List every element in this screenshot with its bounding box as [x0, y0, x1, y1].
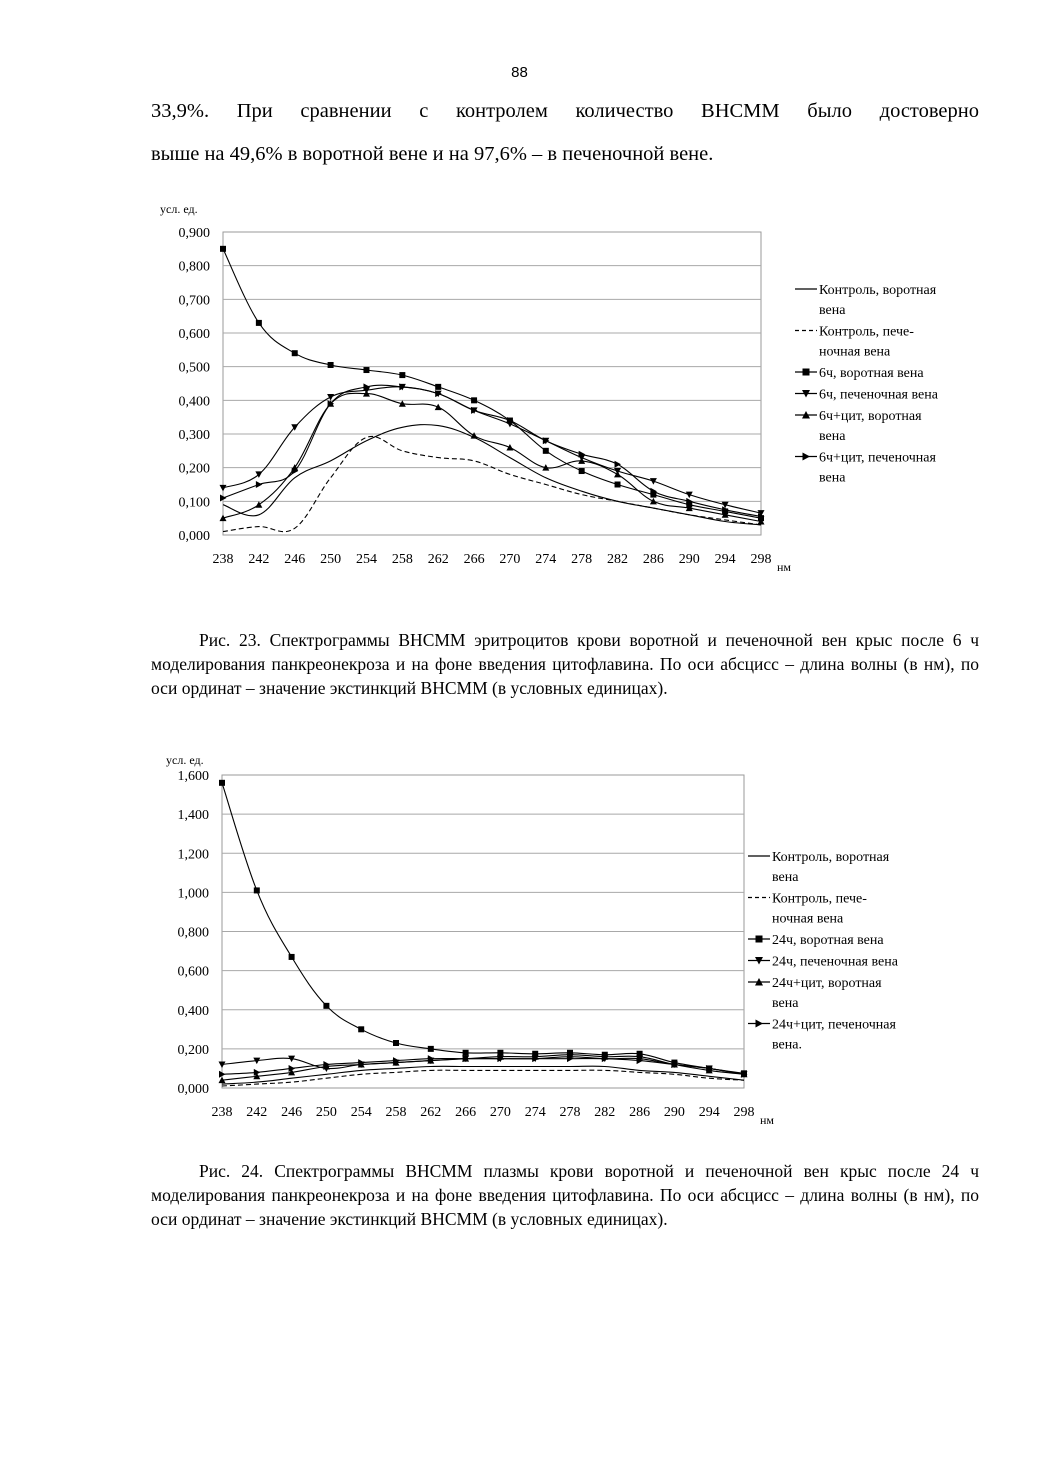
x-tick-label: 282: [607, 552, 629, 567]
figure-24-caption: [151, 1159, 979, 1231]
y-tick-label: 0,400: [178, 394, 210, 410]
figure-24-caption-text: Рис. 24. Спектрограммы ВНСММ плазмы крови воротной и печеночной вен крыс после 24 ч моделирования панкреонекроза и на фоне введения цитофлавина. По оси абсцисс – длина волны (в нм), по оси ординат – значение экстинкций ВНСММ (в условных единицах).: [151, 1161, 979, 1229]
data-point: [615, 482, 621, 488]
data-point: [220, 246, 226, 252]
x-tick-label: 298: [733, 1105, 755, 1120]
x-tick-label: 262: [427, 552, 449, 567]
legend-label: Контроль, воротная: [819, 283, 937, 298]
legend-entry: [748, 955, 899, 970]
legend-label: вена: [772, 996, 799, 1011]
x-tick-label: 270: [489, 1105, 511, 1120]
x-tick-label: 250: [315, 1105, 337, 1120]
page-number: 88: [511, 64, 528, 81]
legend-swatch-marker: [756, 936, 763, 943]
legend-entry: [795, 451, 936, 486]
x-tick-label: 246: [281, 1105, 303, 1120]
legend-label: вена: [819, 429, 846, 444]
x-tick-label: 290: [678, 552, 700, 567]
figure-23-caption: [151, 628, 979, 700]
legend-label: вена.: [772, 1037, 802, 1053]
y-tick-label: 0,100: [178, 495, 210, 511]
legend-swatch-marker: [756, 1020, 764, 1028]
y-tick-label: 0,200: [177, 1042, 209, 1058]
x-tick-label: 242: [248, 552, 270, 567]
x-tick-label: 246: [284, 552, 306, 567]
data-point: [463, 1050, 469, 1056]
data-point: [428, 1046, 434, 1052]
figure-23-caption-text: Рис. 23. Спектрограммы ВНСММ эритроцитов крови воротной и печеночной вен крыс после 6 ч моделирования панкреонекроза и на фоне введения цитофлавина. По оси абсцисс – длина волны (в нм), по оси ординат – значение экстинкций ВНСММ (в условных единицах).: [151, 630, 979, 698]
legend-entry: [795, 388, 939, 403]
legend-label: 6ч, печеночная вена: [819, 387, 938, 403]
x-tick-label: 258: [385, 1105, 407, 1120]
legend-label: Контроль, воротная: [772, 850, 890, 865]
data-point: [393, 1040, 399, 1046]
data-point: [358, 1026, 364, 1032]
y-tick-label: 0,400: [177, 1003, 209, 1019]
data-point: [471, 397, 477, 403]
y-tick-label: 0,800: [177, 925, 209, 941]
legend-label: 6ч, воротная вена: [819, 366, 924, 381]
y-axis-label: усл. ед.: [160, 202, 198, 216]
legend-label: 24ч+цит, воротная: [772, 976, 882, 991]
x-tick-label: 266: [463, 552, 485, 567]
paragraph-line-2: выше на 49,6% в воротной вене и на 97,6% – в печеночной вене.: [151, 143, 714, 165]
data-point: [543, 448, 549, 454]
legend-entry: [795, 366, 924, 381]
legend-swatch-marker: [803, 453, 811, 461]
x-tick-label: 266: [455, 1105, 477, 1120]
y-tick-label: 1,000: [177, 886, 209, 902]
legend-entry: [748, 892, 867, 927]
figure-23-chart: [150, 195, 980, 585]
y-tick-label: 0,800: [178, 259, 210, 275]
legend-swatch-marker: [803, 369, 810, 376]
data-point: [435, 384, 441, 390]
x-tick-label: 254: [355, 552, 377, 567]
figure-24-chart: [150, 745, 980, 1135]
legend-entry: [748, 1018, 896, 1053]
data-point: [323, 1003, 329, 1009]
x-tick-label: 290: [663, 1105, 685, 1120]
x-tick-label: 242: [246, 1105, 268, 1120]
legend-entry: [795, 283, 937, 318]
y-tick-label: 1,400: [177, 808, 209, 824]
data-point: [256, 320, 262, 326]
x-tick-label: 270: [499, 552, 521, 567]
legend-entry: [748, 850, 890, 885]
x-tick-label: 278: [559, 1105, 581, 1120]
y-tick-label: 0,700: [178, 293, 210, 309]
legend-label: вена: [819, 303, 846, 318]
legend-entry: [795, 409, 922, 444]
legend-label: 24ч+цит, печеночная: [772, 1017, 896, 1033]
data-point: [292, 350, 298, 356]
data-point: [579, 468, 585, 474]
x-tick-label: 286: [642, 552, 664, 567]
legend-label: 24ч, печеночная вена: [772, 954, 898, 970]
data-point: [363, 367, 369, 373]
legend-label: 6ч+цит, печеночная: [819, 450, 936, 466]
y-tick-label: 0,500: [178, 360, 210, 376]
x-tick-label: 274: [524, 1105, 546, 1120]
y-tick-label: 0,200: [178, 461, 210, 477]
y-axis-label: усл. ед.: [166, 753, 204, 767]
x-tick-label: 274: [535, 552, 557, 567]
legend-label: 6ч+цит, воротная: [819, 409, 922, 424]
x-tick-label: 254: [350, 1105, 372, 1120]
x-tick-label: 294: [698, 1105, 720, 1120]
legend-label: вена: [819, 470, 846, 486]
legend-label: Контроль, пече-: [772, 891, 867, 907]
legend-label: ночная вена: [819, 344, 891, 360]
x-tick-label: 278: [571, 552, 593, 567]
x-tick-label: 282: [594, 1105, 616, 1120]
x-tick-label: 298: [750, 552, 772, 567]
data-point: [399, 372, 405, 378]
data-point: [289, 954, 295, 960]
data-point: [219, 780, 225, 786]
y-tick-label: 0,900: [178, 226, 210, 241]
x-tick-label: 258: [391, 552, 413, 567]
paragraph-line-1: 33,9%. При сравнении с контролем количество ВНСММ было достоверно: [151, 100, 979, 122]
legend-label: 24ч, воротная вена: [772, 933, 884, 948]
legend-label: ночная вена: [772, 911, 844, 927]
plot-area: [223, 232, 761, 535]
y-tick-label: 0,000: [178, 529, 210, 544]
x-tick-label: 286: [629, 1105, 651, 1120]
y-tick-label: 0,600: [177, 964, 209, 980]
y-tick-label: 1,600: [177, 769, 209, 784]
x-axis-label: нм: [777, 560, 792, 574]
data-point: [328, 362, 334, 368]
legend-label: Контроль, пече-: [819, 324, 914, 340]
x-tick-label: 262: [420, 1105, 442, 1120]
y-tick-label: 0,600: [178, 327, 210, 342]
data-point: [254, 887, 260, 893]
legend-entry: [748, 976, 882, 1011]
x-axis-label: нм: [760, 1113, 775, 1127]
y-tick-label: 1,200: [177, 847, 209, 863]
x-tick-label: 250: [320, 552, 342, 567]
y-tick-label: 0,000: [177, 1082, 209, 1097]
legend-label: вена: [772, 870, 799, 885]
x-tick-label: 238: [211, 1105, 233, 1120]
x-tick-label: 238: [212, 552, 234, 567]
y-tick-label: 0,300: [178, 428, 210, 443]
legend-entry: [795, 325, 914, 360]
x-tick-label: 294: [714, 552, 736, 567]
legend-entry: [748, 933, 884, 948]
